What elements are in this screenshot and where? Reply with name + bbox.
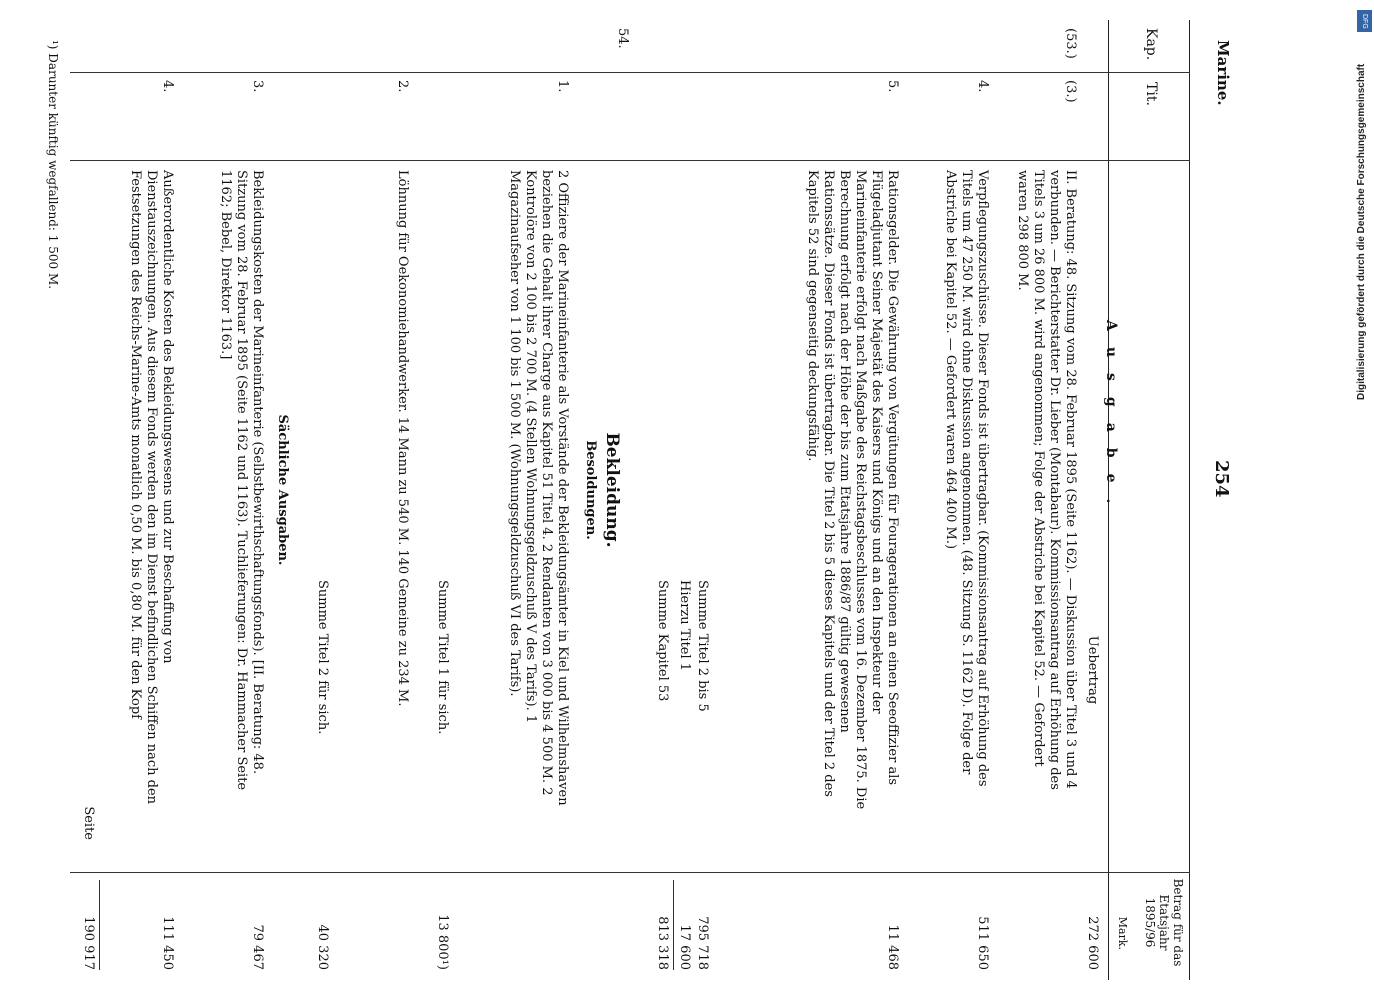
entry-text: Rationsgelder. Die Gewährung von Vergütungen für Fouragerationen an einen Seeoffizier als Flügeladjutant Seiner Majestät des Kaisers und Königs und an den Inspekteur der Marineinfanterie erfolgt nach Maßgabe des Reichstagsbeschlusses vom 16. Dezember 1875. Die Berechnung erfolgt nach der Höhe der bis zum Etatsjahre 1886/87 gültig gewesenen Rationssätze. Dieser Fonds ist übertragbar. Die Titel 2 bis 5 dieses Kapitels und der Titel 2 des Kapitels 52 sind gegenseitig deckungsfähig. — [805, 170, 900, 810]
column-header-row — [1103, 20, 1190, 980]
page-title: Ausgabe. — [1103, 320, 1119, 520]
dfg-logo: DFG — [1357, 10, 1372, 32]
amount-cell: 795 718 — [695, 916, 710, 970]
sum-label: Summe Kapitel 53 — [655, 580, 670, 702]
amount-uebertrag: 272 600 — [1085, 916, 1100, 970]
tit-cell: 1. — [555, 80, 570, 93]
amount-cell: 511 650 — [975, 916, 990, 970]
section-heading: Bekleidung. — [602, 432, 622, 548]
sum-label: Seite — [81, 806, 96, 840]
col-amount-unit: Mark. — [1116, 916, 1129, 950]
amount-cell: 813 318 — [655, 916, 670, 970]
subsection-heading: Sächliche Ausgaben. — [275, 414, 290, 566]
amount-cell: 17 600 — [677, 924, 692, 970]
tit-cell: 3. — [250, 80, 265, 93]
page-header — [1190, 20, 1250, 980]
sum-rule — [673, 880, 674, 970]
entry-text: Bekleidungskosten der Marineinfanterie (Selbstbewirthschaftungsfonds). [II. Beratung: 48. Sitzung vom 28. Februar 1895 (Seite 1162 und 1163). Tuchlieferungen: Dr. Hammacher Seite 1162; Bebel, Direktor 1163.] — [218, 170, 265, 791]
amount-cell: 13 800¹) — [435, 914, 450, 970]
amount-cell: 111 450 — [160, 916, 175, 970]
entry-text: 2 Offiziere der Marineinfanterie als Vorstände der Bekleidungsämter in Kiel und Wilhelmshaven beziehen die Gehalt ihrer Charge aus Kapitel 51 Titel 4. 2 Rendanten von 3 000 bis 4 500 M. 2 Kontrolöre von 2 100 bis 2 700 M. (4 Stellen Wohnungsgeldzuschuß V des Tarifs). 1 Magazinaufseher von 1 100 bis 1 500 M. (Wohnungsgeldzuschuß VI des Tarifs). — [507, 170, 570, 806]
sum-label: Summe Titel 1 für sich. — [435, 580, 450, 735]
col-divider-2 — [70, 160, 1190, 161]
amount-cell: 11 468 — [885, 924, 900, 970]
credit-line — [1356, 10, 1372, 400]
sum-label: Hierzu Titel 1 — [677, 580, 692, 672]
col-divider-3 — [70, 872, 1190, 873]
credit-text: Digitalisierung gefördert durch die Deutsche Forschungsgemeinschaft — [1356, 63, 1367, 400]
subsection-heading: Besoldungen. — [583, 440, 598, 540]
kap-cell: (53.) — [1063, 28, 1078, 59]
col-amount-head: Betrag für das Etatsjahr 1895/96 — [1143, 878, 1185, 967]
entry-text: Verpflegungszuschüsse. Dieser Fonds ist übertragbar. (Kommissionsantrag auf Erhöhung des Titels um 47 250 M. wird ohne Diskussion angenommen. (48. Sitzung S. 1162 D). Folge der Abstriche bei Kapitel 52. — Gefordert waren 464 400 M.) — [943, 170, 990, 787]
tit-cell: 5. — [885, 80, 900, 93]
tit-cell: (3.) — [1063, 80, 1078, 103]
col-kap: Kap. — [1143, 28, 1159, 61]
tit-cell: 2. — [395, 80, 410, 93]
amount-cell: 40 320 — [315, 924, 330, 970]
entry-text: Außerordentliche Kosten des Bekleidungswesens und zur Beschaffung von Dienstauszeichnungen. Aus diesem Fonds werden den im Dienst befindlichen Schiffen nach den Festsetzungen des Reichs-Marine-Amts monatlich 0,50 M. bis 0,80 M. für den Kopf — [128, 170, 175, 805]
footnote: ¹) Darunter künftig wegfallend: 1 500 M. — [46, 40, 60, 290]
entry-text: Löhnung für Oekonomiehandwerker. 14 Mann zu 540 M. 140 Gemeine zu 234 M. — [395, 170, 410, 707]
col-divider-1 — [70, 72, 1190, 73]
amount-cell: 79 467 — [250, 924, 265, 970]
sum-rule — [99, 880, 100, 970]
amount-cell: 190 917 — [81, 916, 96, 970]
tit-cell: 4. — [160, 80, 175, 93]
sum-label: Summe Titel 2 bis 5 — [695, 580, 710, 712]
col-tit: Tit. — [1143, 82, 1159, 106]
uebertrag-label: Uebertrag — [1085, 635, 1100, 705]
rotated-document — [20, 20, 1250, 980]
section-label: Marine. — [1214, 40, 1232, 106]
page-number: 254 — [1211, 460, 1232, 498]
sum-label: Summe Titel 2 für sich. — [315, 580, 330, 735]
kap-cell: 54. — [615, 28, 630, 49]
tit-cell: 4. — [975, 80, 990, 93]
entry-text: II. Beratung: 48. Sitzung vom 28. Februar 1895 (Seite 1162). — Diskussion über Titel 3 und 4 verbunden. — Berichterstatter Dr. Lieber (Montabaur). Kommissionsantrag auf Erhöhung des Titels 3 um 26 800 M. wird angenommen; Folge der Abstriche bei Kapitel 52. — Gefordert waren 298 800 M. — [1015, 170, 1078, 790]
